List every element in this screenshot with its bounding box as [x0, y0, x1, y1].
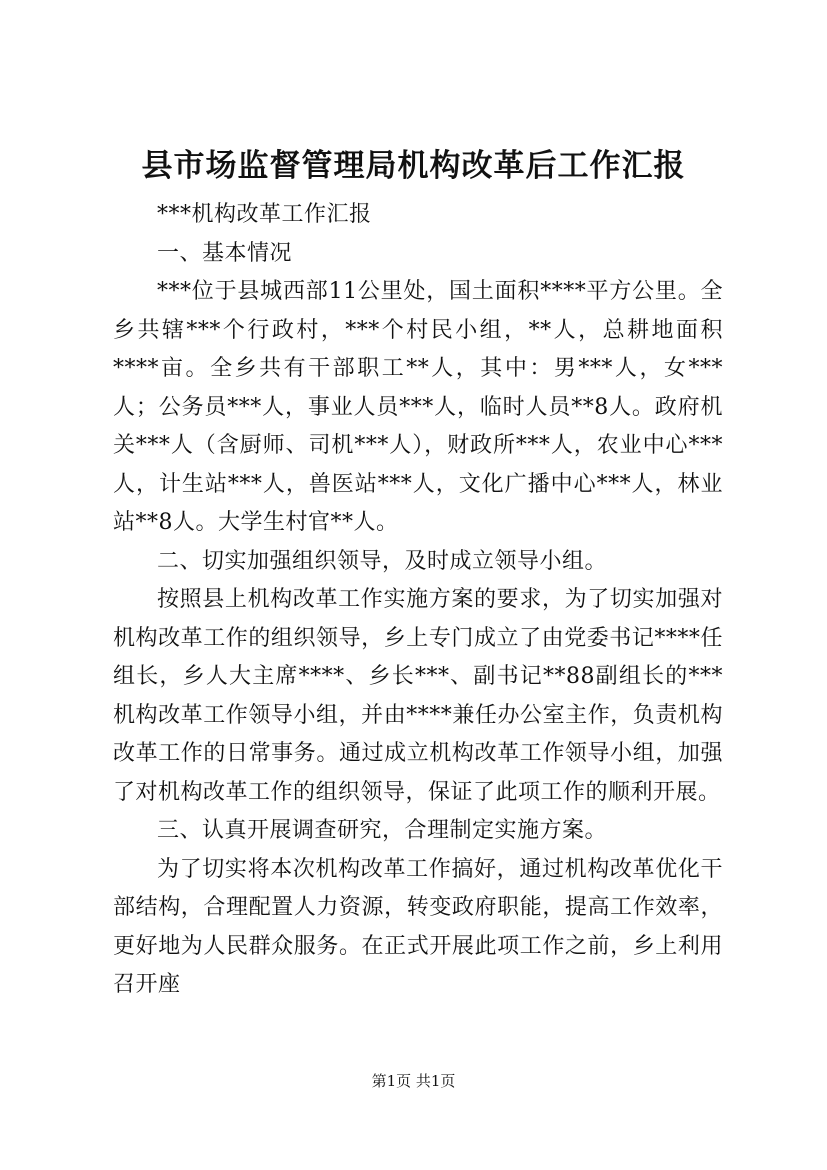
page-number-footer: 第1页 共1页: [371, 1072, 456, 1090]
document-title: 县市场监督管理局机构改革后工作汇报: [141, 148, 686, 184]
section-heading-1: 一、基本情况: [157, 240, 293, 266]
section-heading-2: 二、切实加强组织领导，及时成立领导小组。: [157, 548, 608, 574]
paragraph-leadership: 按照县上机构改革工作实施方案的要求，为了切实加强对机构改革工作的组织领导，乡上专门成立了由党委书记****任组长，乡人大主席****、乡长***、副书记**88副组长的***机构改革工作领导小组，并由****兼任办公室主作，负责机构改革工作的日常事务。通过成立机构改革工作领导小组，加强了对机构改革工作的组织领导，保证了此项工作的顺利开展。: [113, 587, 723, 805]
paragraph-research: 为了切实将本次机构改革工作搞好，通过机构改革优化干部结构，合理配置人力资源，转变政府职能，提高工作效率，更好地为人民群众服务。在正式开展此项工作之前，乡上利用召开座: [113, 856, 723, 997]
paragraph-subtitle: ***机构改革工作汇报: [157, 202, 372, 227]
section-heading-3: 三、认真开展调查研究，合理制定实施方案。: [157, 818, 608, 843]
document-body: [113, 196, 723, 1005]
paragraph-basic-info: ***位于县城西部11公里处，国土面积****平方公里。全乡共辖***个行政村，***个村民小组，**人，总耕地面积****亩。全乡共有干部职工**人，其中：男***人，女***人；公务员***人，事业人员***人，临时人员**8人。政府机关***人（含厨师、司机***人），财政所***人，农业中心***人，计生站***人，兽医站***人，文化广播中心***人，林业站**8人。大学生村官**人。: [113, 279, 723, 535]
